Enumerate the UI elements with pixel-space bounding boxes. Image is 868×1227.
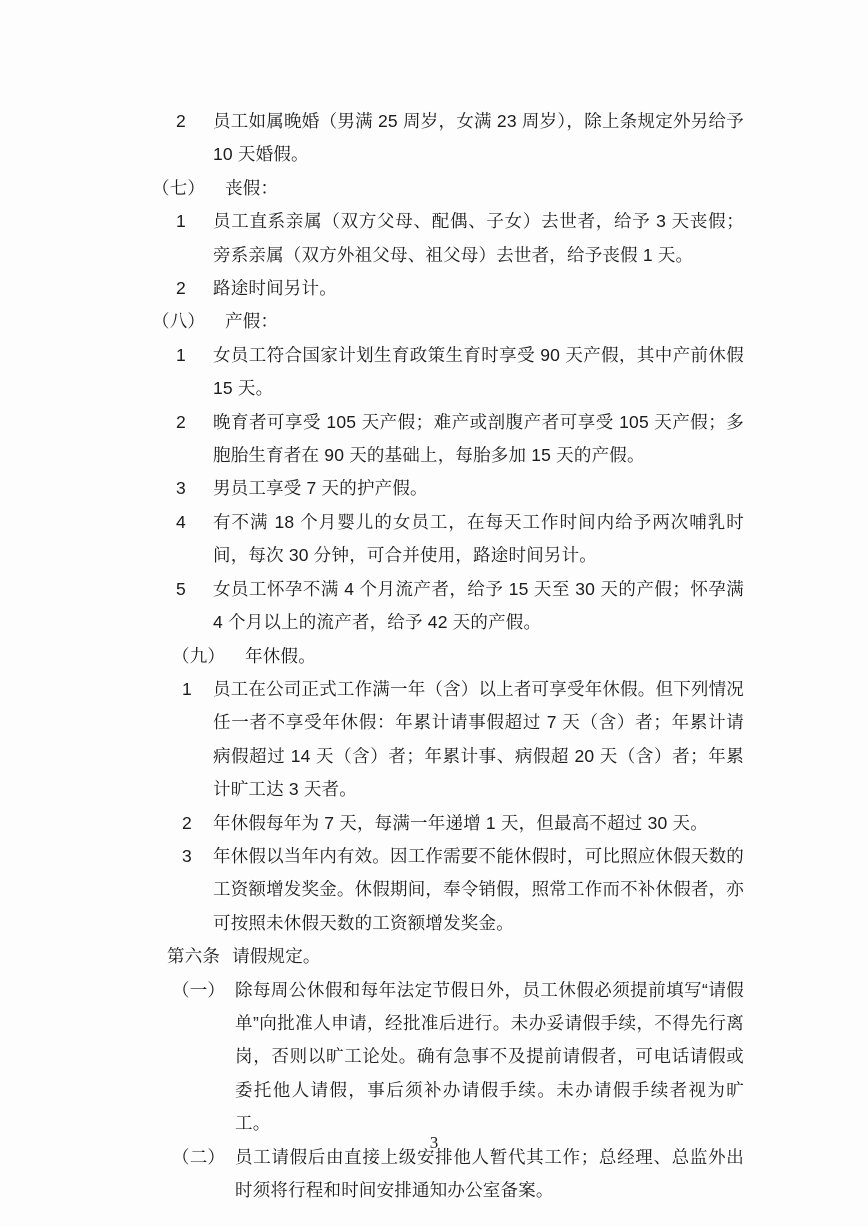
section-marker: （九） <box>172 645 226 666</box>
item-number: 2 <box>176 278 186 299</box>
item-number: 1 <box>176 211 186 232</box>
item-text: 员工如属晚婚（男满 25 周岁，女满 23 周岁），除上条规定外另给予 10 天婚假。 <box>213 111 744 165</box>
article-marker: 第六条 <box>167 946 221 967</box>
item-number: 2 <box>182 812 192 833</box>
clause-marker: （二） <box>172 1146 226 1167</box>
item-text: 女员工怀孕不满 4 个月流产者，给予 15 天至 30 天的产假；怀孕满 4 个月以上的流产者，给予 42 天的产假。 <box>213 578 744 633</box>
item-number: 5 <box>176 578 186 599</box>
section-label: 丧假： <box>225 177 279 198</box>
section-heading <box>172 640 868 673</box>
document-body <box>0 105 868 1207</box>
item-number: 4 <box>176 511 186 532</box>
clause-marker: （一） <box>172 979 226 1000</box>
item-number: 2 <box>176 111 186 131</box>
section-heading <box>152 305 868 338</box>
list-item <box>176 506 744 573</box>
item-text: 晚育者可享受 105 天产假；难产或剖腹产者可享受 105 天产假；多胞胎生育者在 90 天的基础上，每胎多加 15 天的产假。 <box>213 411 744 466</box>
section-label: 产假： <box>225 311 279 332</box>
list-item <box>176 205 744 272</box>
item-number: 1 <box>182 678 192 699</box>
article-heading <box>167 940 868 973</box>
item-number: 1 <box>176 344 186 365</box>
list-item <box>182 840 744 940</box>
clause-text: 除每周公休假和每年法定节假日外，员工休假必须提前填写“请假单”向批准人申请，经批准后进行。未办妥请假手续，不得先行离岗，否则以旷工论处。确有急事不及提前请假者，可电话请假或委托他人请假，事后须补办请假手续。未办请假手续者视为旷工。 <box>235 979 744 1134</box>
page-number: 3 <box>429 1133 439 1152</box>
list-item <box>176 339 744 406</box>
section-marker: （七） <box>152 177 206 198</box>
item-text: 有不满 18 个月婴儿的女员工，在每天工作时间内给予两次哺乳时间，每次 30 分钟，可合并使用，路途时间另计。 <box>213 511 744 566</box>
article-label: 请假规定。 <box>232 946 321 967</box>
section-label: 年休假。 <box>245 645 316 666</box>
list-item <box>176 105 744 172</box>
list-item <box>176 406 744 473</box>
section-marker: （八） <box>152 311 206 332</box>
item-number: 3 <box>176 478 186 499</box>
clause-item <box>172 974 744 1141</box>
item-text: 年休假每年为 7 天，每满一年递增 1 天，但最高不超过 30 天。 <box>213 812 708 833</box>
item-text: 路途时间另计。 <box>213 278 337 299</box>
list-item <box>182 807 744 840</box>
section-heading <box>152 172 868 205</box>
clause-text: 员工请假后由直接上级安排他人暂代其工作；总经理、总监外出时须将行程和时间安排通知办公室备案。 <box>235 1146 744 1200</box>
item-text: 女员工符合国家计划生育政策生育时享受 90 天产假，其中产前休假 15 天。 <box>213 344 744 399</box>
item-text: 年休假以当年内有效。因工作需要不能休假时，可比照应休假天数的工资额增发奖金。休假期间，奉令销假，照常工作而不补休假者，亦可按照未休假天数的工资额增发奖金。 <box>213 845 744 933</box>
item-text: 员工直系亲属（双方父母、配偶、子女）去世者，给予 3 天丧假；旁系亲属（双方外祖父母、祖父母）去世者，给予丧假 1 天。 <box>213 211 744 265</box>
item-number: 2 <box>176 411 186 432</box>
list-item <box>176 272 744 305</box>
item-number: 3 <box>182 845 192 866</box>
list-item <box>176 573 744 640</box>
list-item <box>176 472 744 505</box>
item-text: 员工在公司正式工作满一年（含）以上者可享受年休假。但下列情况任一者不享受年休假：年累计请事假超过 7 天（含）者；年累计请病假超过 14 天（含）者；年累计事、病假超 20 天（含）者；年累计旷工达 3 天者。 <box>213 678 744 800</box>
item-text: 男员工享受 7 天的护产假。 <box>213 478 428 499</box>
list-item <box>182 673 744 807</box>
